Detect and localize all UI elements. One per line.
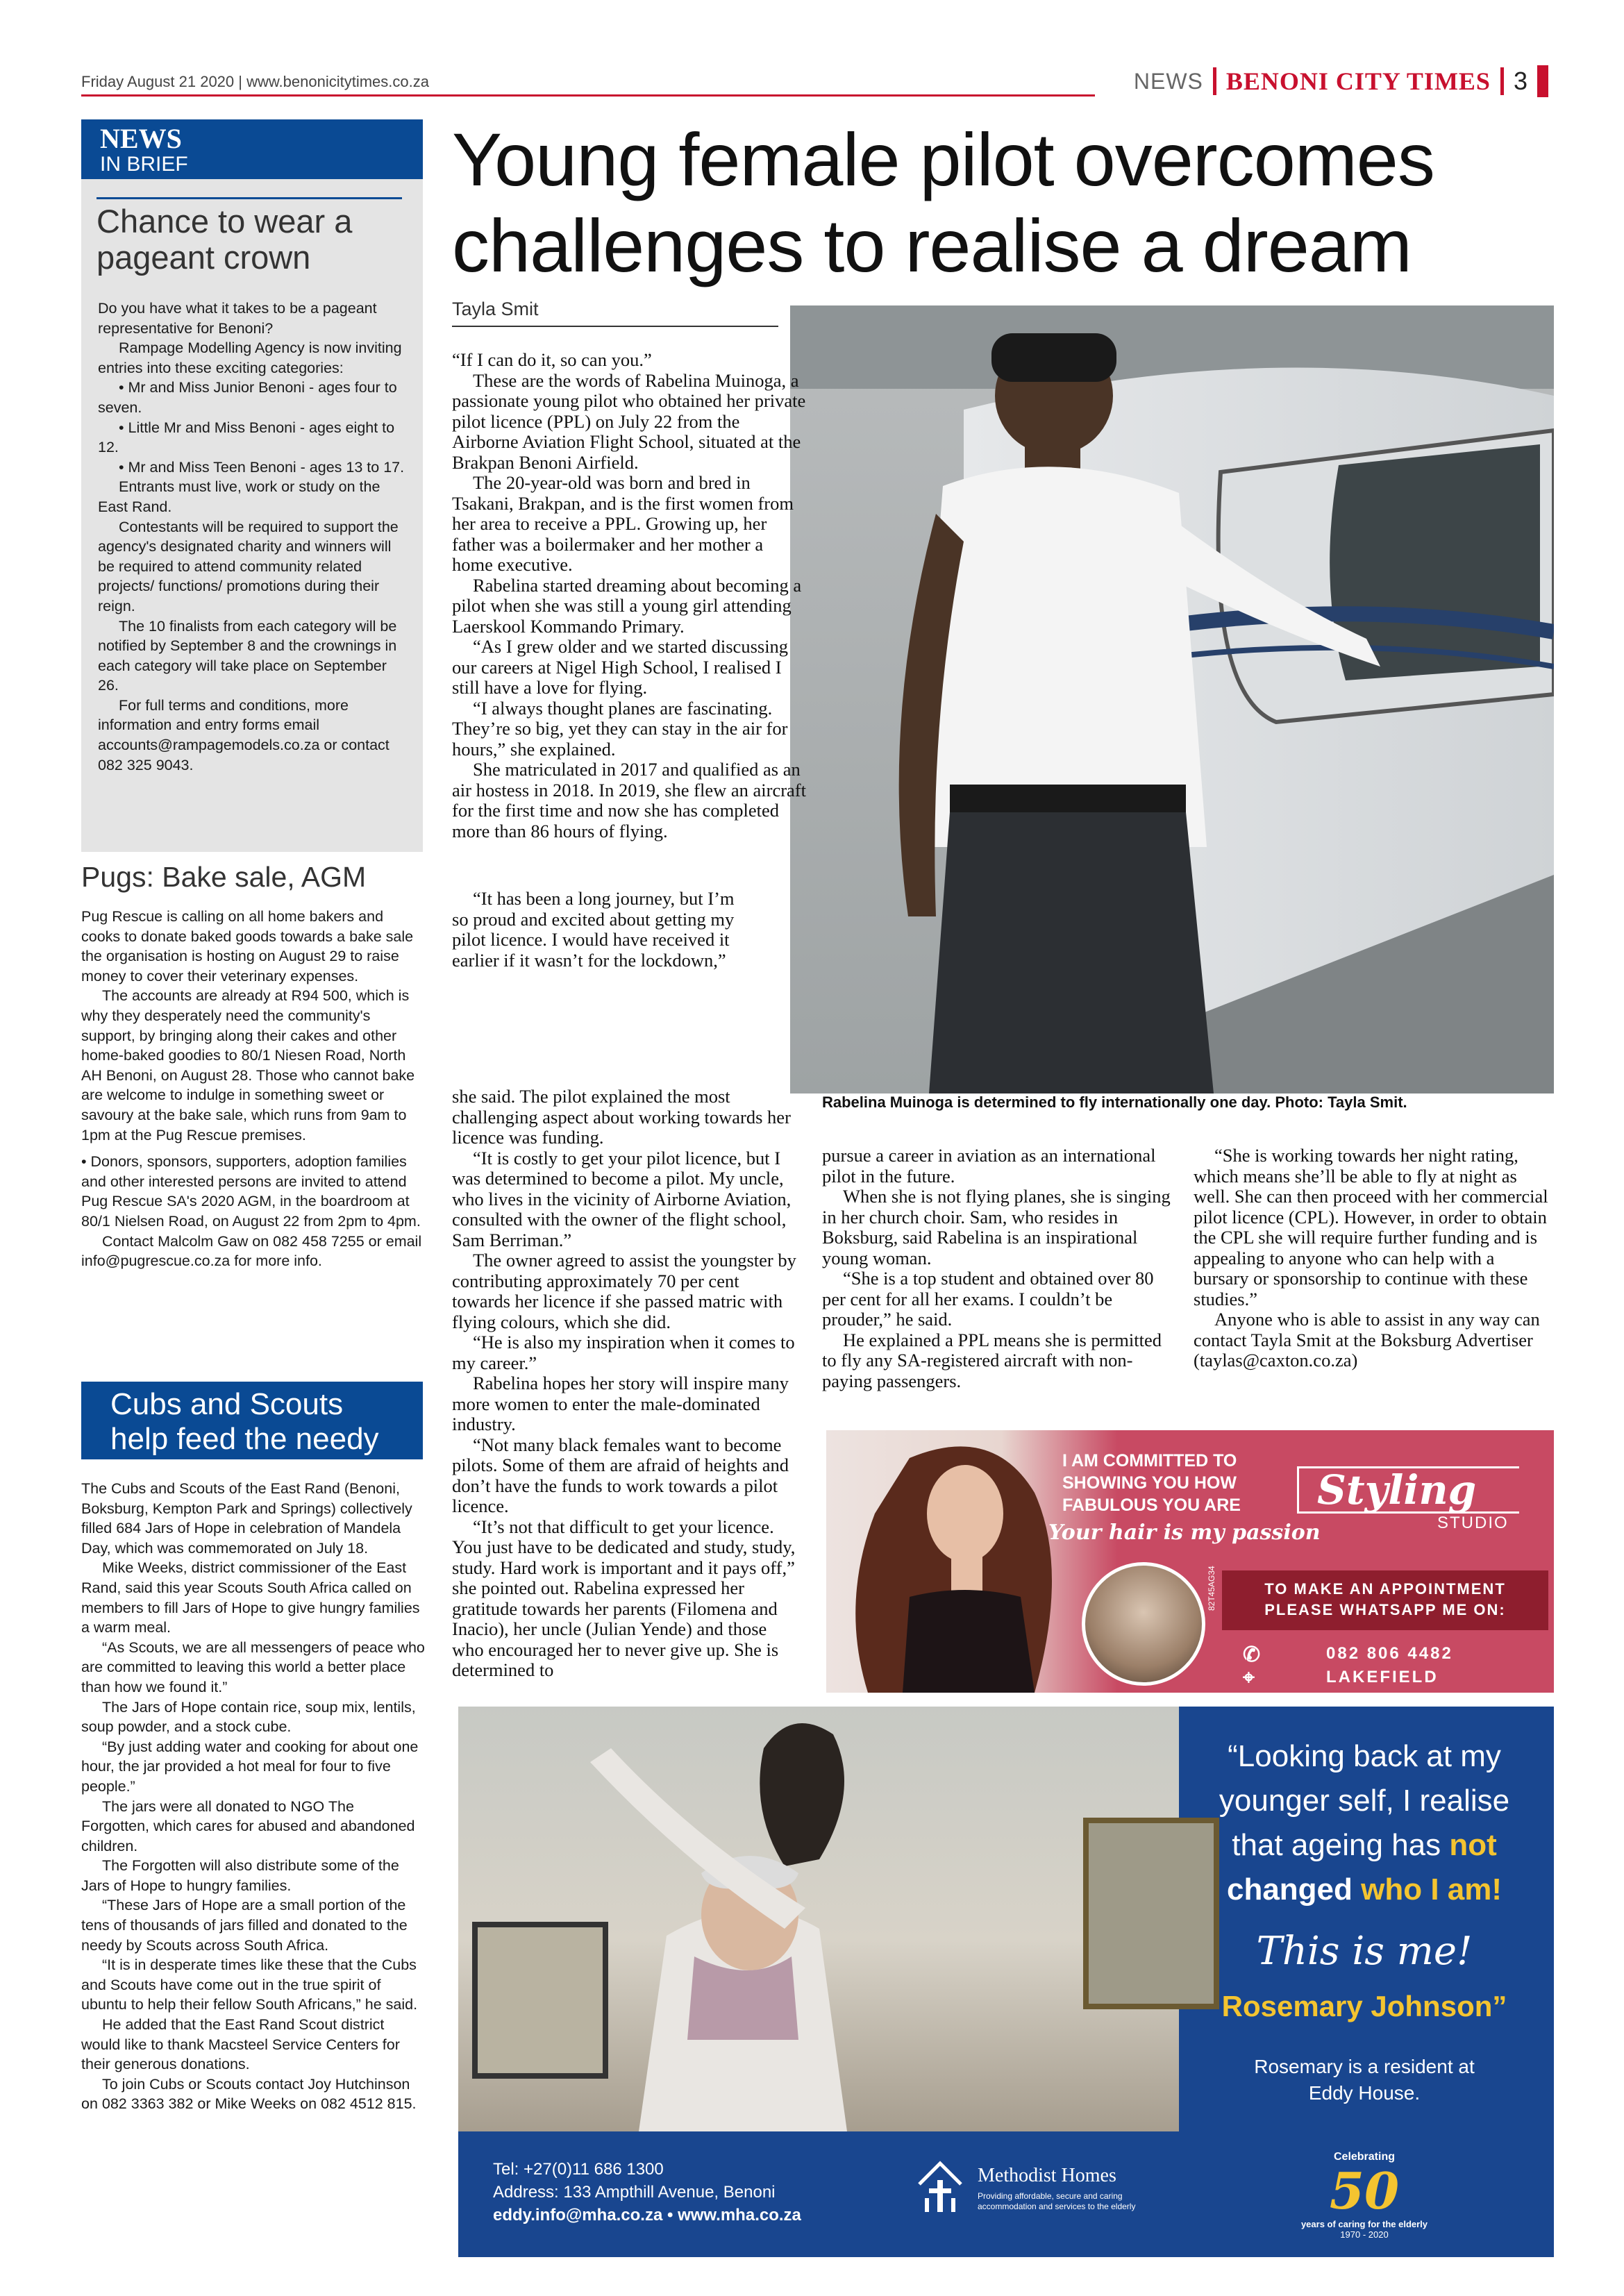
paragraph: For full terms and conditions, more information and entry forms email accounts@rampagemodels.co.za or contact 082 325 9043.: [98, 696, 390, 773]
cubs-body: [81, 1479, 425, 2114]
resident-note-line: Rosemary is a resident at: [1254, 2056, 1475, 2077]
paragraph: Entrants must live, work or study on the East Rand.: [98, 478, 380, 515]
paragraph: Contestants will be required to support the agency's designated charity and winners will be required to attend community related projects/ functions/ promotions during their reign.: [98, 518, 399, 614]
stylist-avatar: [1082, 1562, 1205, 1686]
anniversary-line: years of caring for the elderly: [1300, 2219, 1428, 2229]
methodist-homes-ad[interactable]: [458, 1707, 1554, 2257]
resident-photo: [458, 1707, 1179, 2131]
paragraph: The jars were all donated to NGO The Forgotten, which cares for abused and abandoned children.: [81, 1798, 415, 1854]
paragraph: The Forgotten will also distribute some of the Jars of Hope to hungry families.: [81, 1857, 399, 1894]
paragraph: Do you have what it takes to be a pageant representative for Benoni?: [98, 300, 377, 337]
quote-line: younger self, I realise: [1219, 1784, 1510, 1818]
house-cross-icon: [916, 2159, 964, 2215]
appointment-line: TO MAKE AN APPOINTMENT: [1264, 1580, 1506, 1598]
this-is-me-script: This is me!: [1256, 1929, 1473, 1974]
masthead-divider: [1500, 67, 1504, 95]
paragraph: “By just adding water and cooking for about one hour, the jar provided a hot meal for four to five people.”: [81, 1738, 419, 1795]
anniversary-range: 1970 - 2020: [1340, 2229, 1389, 2240]
brief-flag-bottom: IN BRIEF: [100, 153, 188, 176]
page-tab: [1537, 65, 1548, 97]
masthead-nameplate: [1104, 64, 1548, 99]
pilot-photo: [790, 305, 1554, 1093]
section-label: NEWS: [1133, 68, 1203, 94]
paragraph: When she is not flying planes, she is singing in her church choir. Sam, who resides in Boksburg, said Rabelina is an inspirational young woman.: [822, 1186, 1171, 1268]
resident-name: Rosemary Johnson”: [1221, 1990, 1507, 2022]
org-subtitle: Providing affordable, secure and caring accommodation and services to the elderly: [978, 2191, 1136, 2211]
paragraph: Rabelina hopes her story will inspire many more women to enter the male-dominated industry.: [452, 1373, 789, 1434]
paragraph: • Donors, sponsors, supporters, adoption families and other interested persons are invited to attend Pug Rescue SA's 2020 AGM, in the boardroom at 80/1 Nielsen Road, on August 22 from 2pm to 4pm.: [81, 1153, 421, 1230]
anniversary-label: Celebrating: [1333, 2151, 1395, 2163]
quote-text: that ageing has: [1232, 1828, 1450, 1862]
paragraph: The Jars of Hope contain rice, soup mix, lentils, soup powder, and a stock cube.: [81, 1698, 416, 1736]
quote-emphasis: who I am!: [1361, 1872, 1502, 1907]
quote-emphasis: not: [1449, 1828, 1497, 1862]
cubs-headline-line: Cubs and Scouts: [110, 1387, 344, 1421]
quote-line: [1194, 1868, 1534, 1912]
paragraph: “It is in desperate times like these that the Cubs and Scouts have come out in the true spirit of ubuntu to help their fellow South Africans,” he said.: [81, 1956, 418, 2013]
story-headline-line: challenges to realise a dream: [452, 203, 1412, 287]
story-column-1-continued: [452, 1087, 799, 1681]
brief-flag-top: NEWS: [100, 123, 182, 154]
anniversary-badge: [1278, 2151, 1451, 2240]
paragraph: Pug Rescue is calling on all home bakers and cooks to donate baked goods towards a bake sale the organisation is hosting on August 29 to raise money to cover their veterinary expenses.: [81, 908, 414, 984]
appointment-line: PLEASE WHATSAPP ME ON:: [1264, 1601, 1506, 1618]
paragraph: The 10 finalists from each category will be notified by September 8 and the crownings in each category will take place on September 26.: [98, 617, 397, 694]
paragraph: These are the words of Rabelina Muinoga, a passionate young pilot who obtained her private pilot licence (PPL) on July 22 from the Airborne Aviation Flight School, situated at the Brakpan Benoni Airfield.: [452, 369, 806, 473]
appointment-banner: [1222, 1570, 1548, 1630]
paper-name: BENONI CITY TIMES: [1225, 67, 1491, 95]
paragraph: “He is also my inspiration when it comes to my career.”: [452, 1332, 795, 1373]
resident-illustration: [458, 1707, 1179, 2131]
map-pin-icon: ⌖: [1243, 1666, 1257, 1689]
paragraph: To join Cubs or Scouts contact Joy Hutchinson on 082 3363 382 or Mike Weeks on 082 4512 815.: [81, 2075, 417, 2113]
paragraph: Mike Weeks, district commissioner of the East Rand, said this year Scouts South Africa called on members to fill Jars of Hope to give hungry families a warm meal.: [81, 1559, 420, 1636]
paragraph: “It is costly to get your pilot licence, but I was determined to become a pilot. My uncle, who lives in the vicinity of Airborne Aviation, consulted with the owner of the flight school, Sam Berriman.”: [452, 1147, 792, 1250]
story-column-1: [452, 350, 806, 841]
page-number: 3: [1513, 67, 1527, 95]
paragraph: Rabelina started dreaming about becoming a pilot when she was still a young girl attending Laerskool Kommando Primary.: [452, 574, 802, 637]
paragraph: “I always thought planes are fascinating. They’re so big, yet they can stay in the air for hours,” she explained.: [452, 697, 788, 760]
ad-tagline: [1062, 1450, 1271, 1516]
paragraph: He explained a PPL means she is permitted to fly any SA-registered aircraft with non-paying passengers.: [822, 1329, 1162, 1391]
story-headline-line: Young female pilot overcomes: [452, 117, 1434, 201]
masthead-divider: [1213, 67, 1216, 95]
paragraph: Rampage Modelling Agency is now inviting entries into these exciting categories:: [98, 340, 402, 376]
pageant-headline-line: Chance to wear a: [97, 203, 353, 240]
paragraph: “As I grew older and we started discussing our careers at Nigel High School, I realised I still have a love for flying.: [452, 636, 789, 698]
mha-contact: [493, 2158, 882, 2227]
paragraph: pursue a career in aviation as an international pilot in the future.: [822, 1145, 1156, 1187]
paragraph: “If I can do it, so can you.”: [452, 349, 652, 370]
resident-note-line: Eddy House.: [1308, 2082, 1421, 2104]
paragraph: The owner agreed to assist the youngster by contributing approximately 70 per cent towards her licence if she passed matric with flying colours, which she did.: [452, 1250, 796, 1332]
paragraph: she said. The pilot explained the most challenging aspect about working towards her licence was funding.: [452, 1086, 791, 1148]
cubs-headline: [81, 1382, 423, 1459]
news-in-brief-box: [81, 119, 423, 852]
styling-logo-sub: STUDIO: [1437, 1514, 1509, 1532]
paragraph: “She is a top student and obtained over 80 per cent for all her exams. I couldn’t be prouder,” he said.: [822, 1268, 1154, 1330]
paragraph: • Little Mr and Miss Benoni - ages eight to 12.: [98, 419, 395, 456]
pageant-headline: [97, 197, 402, 276]
paragraph: The 20-year-old was born and bred in Tsakani, Brakpan, and is the first women from her area to receive a PPL. Growing up, her father was a boilermaker and her mother a home executive.: [452, 472, 794, 575]
mha-web[interactable]: eddy.info@mha.co.za • www.mha.co.za: [493, 2206, 801, 2224]
styling-studio-ad[interactable]: [826, 1430, 1554, 1693]
photo-caption: Rabelina Muinoga is determined to fly internationally one day. Photo: Tayla Smit.: [822, 1093, 1407, 1111]
ad-reference: 82T45AG34: [1207, 1566, 1216, 1611]
paragraph: “She is working towards her night rating, which means she’ll be able to fly at night as well. She can then proceed with her commercial pilot licence (CPL). However, in order to obtain the CPL she will require further funding and is appealing to anyone who can help with a bursary or sponsorship to continue with these studies.”: [1194, 1145, 1548, 1309]
paragraph: “It’s not that difficult to get your licence. You just have to be dedicated and study, study, study. Hard work is important and it pays off,” she pointed out. Rabelina expressed her gratitude towards her parents (Filomena and Inacio), her uncle (Julian Yende) and those who encouraged her to never give up. She is determined to: [452, 1516, 796, 1680]
mha-address: Address: 133 Ampthill Avenue, Benoni: [493, 2183, 776, 2202]
methodist-homes-logo: [916, 2151, 1166, 2227]
story-column-1-wrap: [452, 889, 754, 971]
paragraph: “Not many black females want to become pilots. Some of them are afraid of heights and don’t have the funds to work towards a pilot licence.: [452, 1434, 789, 1516]
pageant-headline-line: pageant crown: [97, 239, 311, 276]
location-text: LAKEFIELD: [1326, 1668, 1439, 1686]
org-name: Methodist Homes: [978, 2165, 1116, 2186]
ad-tagline-line: SHOWING YOU HOW: [1062, 1473, 1237, 1493]
paragraph: • Mr and Miss Junior Benoni - ages four to seven.: [98, 379, 397, 416]
quote-text: changed: [1226, 1872, 1362, 1907]
ad-tagline-line: FABULOUS YOU ARE: [1062, 1495, 1241, 1515]
paragraph: Contact Malcolm Gaw on 082 458 7255 or email info@pugrescue.co.za for more info.: [81, 1232, 422, 1270]
styling-logo: Styling: [1297, 1466, 1519, 1514]
testimonial-quote: [1194, 1734, 1534, 1912]
story-column-3: [1194, 1146, 1553, 1371]
ad-tagline-line: I AM COMMITTED TO: [1062, 1451, 1237, 1470]
whatsapp-icon: ✆: [1243, 1643, 1263, 1666]
anniversary-number: 50: [1329, 2161, 1400, 2220]
paragraph: She matriculated in 2017 and qualified as an air hostess in 2018. In 2019, she flew an aircraft for the first time and now she has completed more than 86 hours of flying.: [452, 759, 806, 841]
paragraph: • Mr and Miss Teen Benoni - ages 13 to 17.: [119, 458, 405, 476]
paragraph: The accounts are already at R94 500, which is why they desperately need the community's support, by bringing along their cakes and other home-baked goodies to 80/1 Niesen Road, North AH Benoni, on August 28. Those who cannot bake are welcome to indulge in something sweet or savoury at the bake sale, which runs from 9am to 1pm at the Pug Rescue premises.: [81, 987, 415, 1143]
cubs-headline-line: help feed the needy: [110, 1422, 379, 1456]
paragraph: Anyone who is able to assist in any way can contact Tayla Smit at the Boksburg Advertiser (taylas@caxton.co.za): [1194, 1309, 1540, 1371]
story-headline: [452, 117, 1556, 289]
masthead-dateline: Friday August 21 2020 | www.benonicitytimes.co.za: [81, 69, 1095, 97]
paragraph: “These Jars of Hope are a small portion of the tens of thousands of jars filled and donated to the needy by Scouts across South Africa.: [81, 1897, 408, 1954]
pilot-photo-illustration: [790, 305, 1554, 1093]
ad-slogan: Your hair is my passion: [1048, 1520, 1321, 1545]
story-byline: Tayla Smit: [452, 299, 778, 327]
pugs-headline: Pugs: Bake sale, AGM: [81, 861, 367, 893]
resident-note: [1194, 2054, 1534, 2106]
whatsapp-number: 082 806 4482: [1326, 1644, 1453, 1663]
whatsapp-row[interactable]: [1243, 1643, 1548, 1668]
story-column-2: [822, 1146, 1173, 1391]
quote-line: [1194, 1823, 1534, 1868]
news-in-brief-flag: [81, 119, 423, 179]
paragraph: “As Scouts, we are all messengers of peace who are committed to leaving this world a better place than how we found it.”: [81, 1639, 425, 1695]
pageant-body: [98, 299, 407, 775]
paragraph: The Cubs and Scouts of the East Rand (Benoni, Boksburg, Kempton Park and Springs) collectively filled 684 Jars of Hope in celebration of Mandela Day, which was commemorated on July 18.: [81, 1480, 412, 1557]
mha-phone[interactable]: Tel: +27(0)11 686 1300: [493, 2160, 664, 2179]
pugs-body: [81, 907, 425, 1271]
location-row: [1243, 1666, 1548, 1691]
paragraph: He added that the East Rand Scout district would like to thank Macsteel Service Centers for their generous donations.: [81, 2016, 400, 2073]
quote-line: “Looking back at my: [1228, 1739, 1501, 1773]
paragraph: “It has been a long journey, but I’m so proud and excited about getting my pilot licence. I would have received it earlier if it wasn’t for the lockdown,”: [452, 888, 735, 971]
